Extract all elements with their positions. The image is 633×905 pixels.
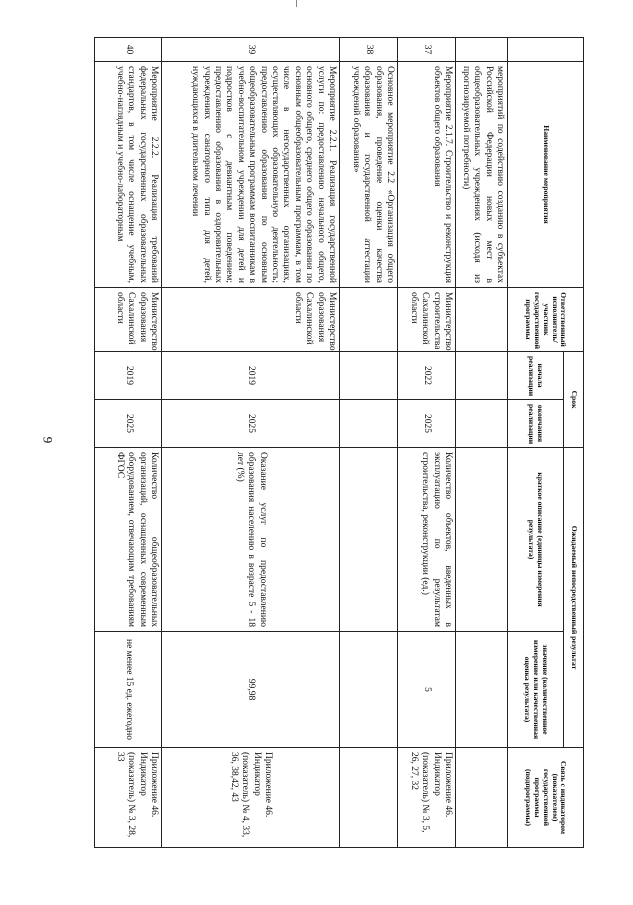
row-end: [456, 400, 508, 448]
row-number: 38: [340, 38, 398, 62]
header-term: Срок: [564, 352, 584, 448]
row-end: [340, 400, 398, 448]
row-number: [456, 38, 508, 62]
row-result-desc: Оказание услуг по предоставлению образования населению в возрасте 5 - 18 лет (%): [162, 448, 340, 632]
rotated-table-sheet: [94, 37, 584, 847]
row-name: Мероприятие 2.2.1. Реализация государственной услуги по: предоставлению начального общего, основного общего, среднего общего образования по основным общеобразовательным программам, в том числе в негосударственных организациях, осуществляющих образовательную деятельность; предоставлению образования по основным общеобразовательным программам воспитанникам в учебно-воспитательном учреждении для детей и подростков с девиантным поведением; предоставлению образования в оздоровительных учреждениях санаторного типа для детей, нуждающихся в длительном лечении: [162, 62, 340, 288]
row-name: Основное мероприятие 2.2 «Организация общего образования, проведение оценки качества образования и государственной аттестации учреждений образования»: [340, 62, 398, 288]
row-number: 39: [162, 38, 340, 62]
row-start: 2022: [398, 352, 456, 400]
header-result-value: значение (количественное измерение или качественная оценка результата): [508, 632, 564, 748]
header-responsible: Ответственный исполнитель/участник государственной программы: [508, 288, 584, 352]
row-link: [456, 748, 508, 848]
row-end: 2025: [162, 400, 340, 448]
row-result-desc: [456, 448, 508, 632]
table-row: [456, 38, 508, 848]
header-number: [508, 38, 584, 62]
row-result-value: не менее 15 ед. ежегодно: [95, 632, 162, 748]
program-activities-table: [94, 37, 584, 848]
row-name: мероприятий по содействию созданию в субъектах Российской Федерации новых мест в общеобразовательных учреждениях (исходя из прогнозируемой потребности): [456, 62, 508, 288]
row-result-value: 5: [398, 632, 456, 748]
row-result-desc: Количество объектов, введенных в эксплуатацию по результатам строительства, реконструкции (ед.): [398, 448, 456, 632]
row-number: 40: [95, 38, 162, 62]
scan-mark: [296, 0, 297, 7]
header-term-start: начала реализации: [508, 352, 564, 400]
header-name: Наименование мероприятия: [508, 62, 584, 288]
table-row: [162, 38, 340, 848]
row-result-desc: Количество общеобразовательных организаций, оснащенных современным оборудованием, отвечающим требованиям ФГОС: [95, 448, 162, 632]
row-responsible: Министерство образования Сахалинской области: [95, 288, 162, 352]
row-start: 2019: [162, 352, 340, 400]
table-row: [398, 38, 456, 848]
row-result-value: [456, 632, 508, 748]
header-result-desc: краткое описание (единицы измерения результата): [508, 448, 564, 632]
row-link: Приложение 46. Индикатор (показатель) № 3, 28, 33: [95, 748, 162, 848]
row-link: [340, 748, 398, 848]
row-start: [340, 352, 398, 400]
row-start: 2019: [95, 352, 162, 400]
row-responsible: Министерство строительства Сахалинской области: [398, 288, 456, 352]
table-row: [95, 38, 162, 848]
header-term-end: окончания реализации: [508, 400, 564, 448]
row-end: 2025: [95, 400, 162, 448]
header-link: Связь с индикатором (показателем) государственной программы (подпрограммы): [508, 748, 584, 848]
row-result-value: 99,98: [162, 632, 340, 748]
row-link: Приложение 46. Индикатор (показатель) № 4, 33, 36, 38,42, 43: [162, 748, 340, 848]
header-result: Ожидаемый непосредственный результат: [564, 448, 584, 748]
table-row: [340, 38, 398, 848]
row-result-value: [340, 632, 398, 748]
row-number: 37: [398, 38, 456, 62]
row-responsible: Министерство образования Сахалинской области: [162, 288, 340, 352]
row-responsible: [340, 288, 398, 352]
page-number: 9: [40, 436, 56, 444]
row-responsible: [456, 288, 508, 352]
row-start: [456, 352, 508, 400]
row-link: Приложение 46. Индикатор (показатель) № 3, 5, 26, 27, 32: [398, 748, 456, 848]
row-name: Мероприятие 2.1.7. Строительство и реконструкция объектов общего образования: [398, 62, 456, 288]
row-end: 2025: [398, 400, 456, 448]
row-name: Мероприятие 2.2.2. Реализация требований федеральных государственных образовательных стандартов, в том числе оснащение учебным, учебно-наглядным и учебно-лабораторным: [95, 62, 162, 288]
row-result-desc: [340, 448, 398, 632]
